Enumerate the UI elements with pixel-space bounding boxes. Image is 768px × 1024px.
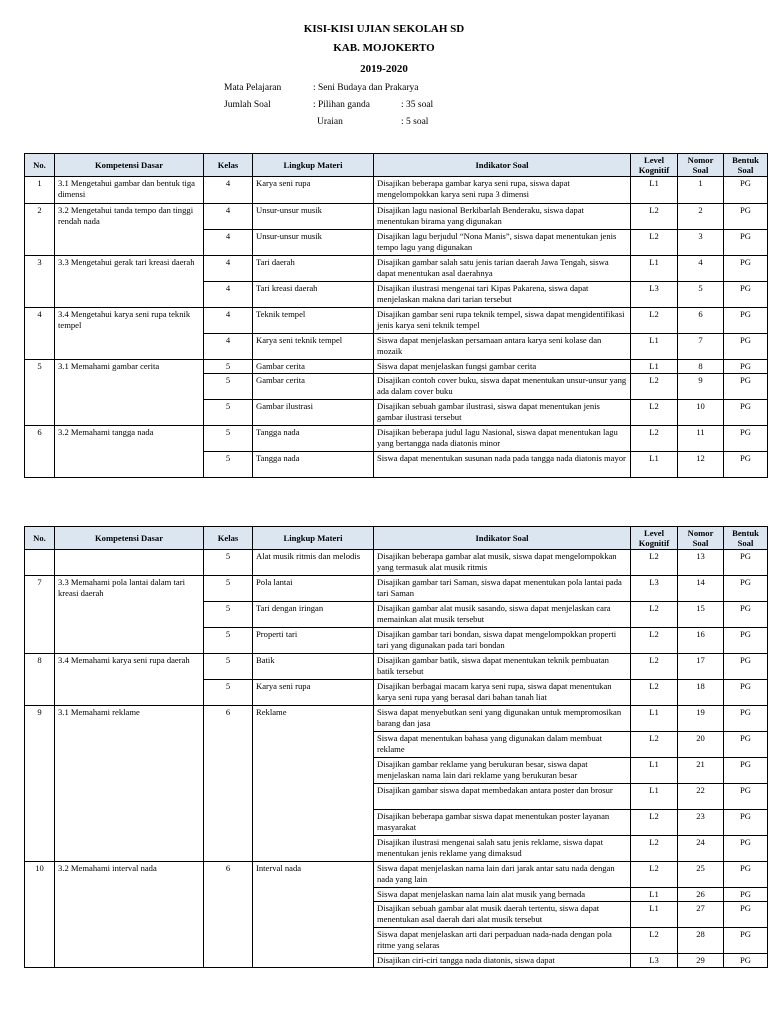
table-header-row bbox=[25, 527, 768, 550]
bentuk-cell: PG bbox=[724, 360, 768, 374]
kelas-cell: 4 bbox=[204, 256, 253, 282]
table-row bbox=[25, 256, 768, 282]
kd-text: 3.1 Memahami gambar cerita bbox=[55, 360, 204, 426]
kd-text: 3.1 Memahami reklame bbox=[55, 706, 204, 862]
bentuk-cell: PG bbox=[724, 576, 768, 602]
materi-cell: Unsur-unsur musik bbox=[253, 204, 374, 230]
bentuk-cell: PG bbox=[724, 602, 768, 628]
nomor-cell: 13 bbox=[678, 550, 724, 576]
level-cell: L2 bbox=[631, 628, 678, 654]
materi-cell: Karya seni teknik tempel bbox=[253, 334, 374, 360]
kd-text: 3.4 Memahami karya seni rupa daerah bbox=[55, 654, 204, 706]
kelas-cell: 4 bbox=[204, 334, 253, 360]
materi-cell: Gambar cerita bbox=[253, 360, 374, 374]
table-row bbox=[25, 177, 768, 204]
indikator-cell: Disajikan lagu nasional Berkibarlah Benderaku, siswa dapat menentukan birama yang digunakan bbox=[374, 204, 631, 230]
nomor-cell: 8 bbox=[678, 360, 724, 374]
kd-number: 2 bbox=[25, 204, 55, 256]
kelas-cell: 5 bbox=[204, 550, 253, 576]
kd-text: 3.3 Memahami pola lantai dalam tari kreasi daerah bbox=[55, 576, 204, 654]
indikator-cell: Disajikan sebuah gambar ilustrasi, siswa dapat menentukan jenis gambar ilustrasi tersebut bbox=[374, 400, 631, 426]
level-cell: L2 bbox=[631, 426, 678, 452]
col-header-level: Level Kognitif bbox=[631, 154, 678, 177]
level-cell: L1 bbox=[631, 452, 678, 478]
kelas-cell: 4 bbox=[204, 230, 253, 256]
indikator-cell: Siswa dapat menentukan susunan nada pada tangga nada diatonis mayor bbox=[374, 452, 631, 478]
indikator-cell: Disajikan sebuah gambar alat musik daerah tertentu, siswa dapat menentukan asal daerah dari alat musik tersebut bbox=[374, 902, 631, 928]
nomor-cell: 28 bbox=[678, 928, 724, 954]
nomor-cell: 21 bbox=[678, 758, 724, 784]
nomor-cell: 15 bbox=[678, 602, 724, 628]
level-cell: L2 bbox=[631, 400, 678, 426]
kelas-cell: 5 bbox=[204, 680, 253, 706]
col-header-indikator: Indikator Soal bbox=[374, 527, 631, 550]
indikator-cell: Siswa dapat menjelaskan fungsi gambar cerita bbox=[374, 360, 631, 374]
col-header-kelas: Kelas bbox=[204, 154, 253, 177]
materi-cell: Tangga nada bbox=[253, 452, 374, 478]
bentuk-cell: PG bbox=[724, 374, 768, 400]
pilihan-ganda-value: : 35 soal bbox=[401, 100, 434, 110]
kd-text: 3.3 Mengetahui gerak tari kreasi daerah bbox=[55, 256, 204, 308]
materi-cell: Teknik tempel bbox=[253, 308, 374, 334]
bentuk-cell: PG bbox=[724, 888, 768, 902]
col-header-nomor: Nomor Soal bbox=[678, 154, 724, 177]
bentuk-cell: PG bbox=[724, 928, 768, 954]
indikator-cell: Siswa dapat menjelaskan arti dari perpaduan nada-nada dengan pola ritme yang selaras bbox=[374, 928, 631, 954]
bentuk-cell: PG bbox=[724, 706, 768, 732]
kelas-cell: 5 bbox=[204, 576, 253, 602]
table-row bbox=[25, 204, 768, 230]
bentuk-cell: PG bbox=[724, 758, 768, 784]
indikator-cell: Siswa dapat menentukan bahasa yang digunakan dalam membuat reklame bbox=[374, 732, 631, 758]
col-header-kelas: Kelas bbox=[204, 527, 253, 550]
bentuk-cell: PG bbox=[724, 628, 768, 654]
kd-number: 8 bbox=[25, 654, 55, 706]
materi-cell: Tari kreasi daerah bbox=[253, 282, 374, 308]
level-cell: L2 bbox=[631, 836, 678, 862]
kelas-cell: 5 bbox=[204, 374, 253, 400]
doc-title: KISI-KISI UJIAN SEKOLAH SD bbox=[303, 23, 465, 35]
kelas-cell: 5 bbox=[204, 654, 253, 680]
indikator-cell: Disajikan ilustrasi mengenai tari Kipas Pakarena, siswa dapat menjelaskan makna dari tarian tersebut bbox=[374, 282, 631, 308]
indikator-cell: Disajikan gambar tari bondan, siswa dapat mengelompokkan properti tari yang digunakan pada tari bondan bbox=[374, 628, 631, 654]
nomor-cell: 10 bbox=[678, 400, 724, 426]
nomor-cell: 23 bbox=[678, 810, 724, 836]
level-cell: L2 bbox=[631, 732, 678, 758]
level-cell: L3 bbox=[631, 954, 678, 968]
bentuk-cell: PG bbox=[724, 954, 768, 968]
kd-number: 5 bbox=[25, 360, 55, 426]
indikator-cell: Disajikan beberapa judul lagu Nasional, siswa dapat menentukan lagu yang bertangga nada diatonis minor bbox=[374, 426, 631, 452]
nomor-cell: 17 bbox=[678, 654, 724, 680]
indikator-cell: Disajikan beberapa gambar siswa dapat menentukan poster layanan masyarakat bbox=[374, 810, 631, 836]
kelas-cell: 4 bbox=[204, 282, 253, 308]
bentuk-cell: PG bbox=[724, 400, 768, 426]
level-cell: L3 bbox=[631, 282, 678, 308]
indikator-cell: Siswa dapat menjelaskan persamaan antara karya seni kolase dan mozaik bbox=[374, 334, 631, 360]
kd-number: 4 bbox=[25, 308, 55, 360]
col-header-kompetensi: Kompetensi Dasar bbox=[55, 154, 204, 177]
indikator-cell: Siswa dapat menjelaskan nama lain alat musik yang bernada bbox=[374, 888, 631, 902]
nomor-cell: 5 bbox=[678, 282, 724, 308]
table-row bbox=[25, 550, 768, 576]
col-header-level: Level Kognitif bbox=[631, 527, 678, 550]
indikator-cell: Disajikan berbagai macam karya seni rupa, siswa dapat menentukan karya seni rupa yang berasal dari bahan tanah liat bbox=[374, 680, 631, 706]
nomor-cell: 4 bbox=[678, 256, 724, 282]
col-header-indikator: Indikator Soal bbox=[374, 154, 631, 177]
level-cell: L1 bbox=[631, 902, 678, 928]
bentuk-cell: PG bbox=[724, 256, 768, 282]
nomor-cell: 9 bbox=[678, 374, 724, 400]
indikator-cell: Disajikan beberapa gambar alat musik, siswa dapat mengelompokkan yang termasuk alat musik ritmis bbox=[374, 550, 631, 576]
level-cell: L2 bbox=[631, 680, 678, 706]
kelas-cell: 4 bbox=[204, 204, 253, 230]
materi-cell: Batik bbox=[253, 654, 374, 680]
kelas-cell: 5 bbox=[204, 400, 253, 426]
bentuk-cell: PG bbox=[724, 810, 768, 836]
level-cell: L2 bbox=[631, 602, 678, 628]
jumlah-soal-label: Jumlah Soal bbox=[224, 100, 271, 110]
nomor-cell: 6 bbox=[678, 308, 724, 334]
kd-number: 10 bbox=[25, 862, 55, 968]
level-cell: L3 bbox=[631, 576, 678, 602]
nomor-cell: 29 bbox=[678, 954, 724, 968]
indikator-cell: Disajikan gambar seni rupa teknik tempel, siswa dapat mengidentifikasi jenis karya seni teknik tempel bbox=[374, 308, 631, 334]
pilihan-ganda-label: : Pilihan ganda bbox=[313, 100, 370, 110]
col-header-no: No. bbox=[25, 527, 55, 550]
level-cell: L1 bbox=[631, 706, 678, 732]
nomor-cell: 27 bbox=[678, 902, 724, 928]
table-row bbox=[25, 862, 768, 888]
level-cell: L2 bbox=[631, 204, 678, 230]
materi-cell: Unsur-unsur musik bbox=[253, 230, 374, 256]
nomor-cell: 7 bbox=[678, 334, 724, 360]
nomor-cell: 12 bbox=[678, 452, 724, 478]
level-cell: L1 bbox=[631, 256, 678, 282]
kd-text bbox=[55, 550, 204, 576]
bentuk-cell: PG bbox=[724, 862, 768, 888]
uraian-value: : 5 soal bbox=[401, 117, 429, 127]
nomor-cell: 25 bbox=[678, 862, 724, 888]
indikator-cell: Disajikan beberapa gambar karya seni rupa, siswa dapat mengelompokkan karya seni rupa 3 dimensi bbox=[374, 177, 631, 204]
bentuk-cell: PG bbox=[724, 204, 768, 230]
bentuk-cell: PG bbox=[724, 902, 768, 928]
col-header-bentuk: Bentuk Soal bbox=[724, 154, 768, 177]
materi-cell: Gambar cerita bbox=[253, 374, 374, 400]
materi-cell: Pola lantai bbox=[253, 576, 374, 602]
nomor-cell: 1 bbox=[678, 177, 724, 204]
table-row bbox=[25, 308, 768, 334]
indikator-cell: Disajikan gambar tari Saman, siswa dapat menentukan pola lantai pada tari Saman bbox=[374, 576, 631, 602]
kelas-cell: 5 bbox=[204, 602, 253, 628]
bentuk-cell: PG bbox=[724, 426, 768, 452]
materi-cell: Gambar ilustrasi bbox=[253, 400, 374, 426]
bentuk-cell: PG bbox=[724, 836, 768, 862]
kelas-cell: 5 bbox=[204, 452, 253, 478]
level-cell: L2 bbox=[631, 654, 678, 680]
col-header-bentuk: Bentuk Soal bbox=[724, 527, 768, 550]
indikator-cell: Disajikan contoh cover buku, siswa dapat menentukan unsur-unsur yang ada dalam cover buku bbox=[374, 374, 631, 400]
level-cell: L1 bbox=[631, 360, 678, 374]
indikator-cell: Disajikan gambar salah satu jenis tarian daerah Jawa Tengah, siswa dapat menentukan asal daerahnya bbox=[374, 256, 631, 282]
level-cell: L1 bbox=[631, 784, 678, 810]
table-row bbox=[25, 576, 768, 602]
kelas-cell: 4 bbox=[204, 177, 253, 204]
materi-cell: Tari daerah bbox=[253, 256, 374, 282]
level-cell: L1 bbox=[631, 758, 678, 784]
bentuk-cell: PG bbox=[724, 550, 768, 576]
kd-text: 3.1 Mengetahui gambar dan bentuk tiga dimensi bbox=[55, 177, 204, 204]
bentuk-cell: PG bbox=[724, 334, 768, 360]
nomor-cell: 14 bbox=[678, 576, 724, 602]
indikator-cell: Disajikan gambar batik, siswa dapat menentukan teknik pembuatan batik tersebut bbox=[374, 654, 631, 680]
nomor-cell: 20 bbox=[678, 732, 724, 758]
level-cell: L1 bbox=[631, 177, 678, 204]
nomor-cell: 24 bbox=[678, 836, 724, 862]
doc-subtitle-region: KAB. MOJOKERTO bbox=[333, 42, 435, 54]
bentuk-cell: PG bbox=[724, 282, 768, 308]
table-row bbox=[25, 360, 768, 374]
level-cell: L2 bbox=[631, 230, 678, 256]
kelas-cell: 4 bbox=[204, 308, 253, 334]
bentuk-cell: PG bbox=[724, 230, 768, 256]
table-header-row bbox=[25, 154, 768, 177]
materi-cell: Karya seni rupa bbox=[253, 177, 374, 204]
kelas-cell: 6 bbox=[204, 706, 253, 862]
mapel-label: Mata Pelajaran bbox=[224, 83, 282, 93]
kd-number bbox=[25, 550, 55, 576]
nomor-cell: 19 bbox=[678, 706, 724, 732]
indikator-cell: Siswa dapat menjelaskan nama lain dari jarak antar satu nada dengan nada yang lain bbox=[374, 862, 631, 888]
level-cell: L2 bbox=[631, 862, 678, 888]
kelas-cell: 5 bbox=[204, 628, 253, 654]
bentuk-cell: PG bbox=[724, 177, 768, 204]
nomor-cell: 2 bbox=[678, 204, 724, 230]
kisi-table-2 bbox=[24, 526, 768, 968]
table-row bbox=[25, 426, 768, 452]
kd-number: 3 bbox=[25, 256, 55, 308]
nomor-cell: 18 bbox=[678, 680, 724, 706]
nomor-cell: 11 bbox=[678, 426, 724, 452]
bentuk-cell: PG bbox=[724, 680, 768, 706]
level-cell: L2 bbox=[631, 374, 678, 400]
col-header-no: No. bbox=[25, 154, 55, 177]
level-cell: L2 bbox=[631, 550, 678, 576]
kd-number: 7 bbox=[25, 576, 55, 654]
level-cell: L1 bbox=[631, 888, 678, 902]
bentuk-cell: PG bbox=[724, 784, 768, 810]
col-header-lingkup: Lingkup Materi bbox=[253, 154, 374, 177]
indikator-cell: Siswa dapat menyebutkan seni yang digunakan untuk mempromosikan barang dan jasa bbox=[374, 706, 631, 732]
uraian-label: Uraian bbox=[317, 117, 343, 127]
materi-cell: Alat musik ritmis dan melodis bbox=[253, 550, 374, 576]
kd-text: 3.2 Mengetahui tanda tempo dan tinggi rendah nada bbox=[55, 204, 204, 256]
indikator-cell: Disajikan ilustrasi mengenai salah satu jenis reklame, siswa dapat menentukan jenis reklame yang dimaksud bbox=[374, 836, 631, 862]
bentuk-cell: PG bbox=[724, 452, 768, 478]
mapel-value: : Seni Budaya dan Prakarya bbox=[313, 83, 419, 93]
level-cell: L2 bbox=[631, 308, 678, 334]
materi-cell: Karya seni rupa bbox=[253, 680, 374, 706]
indikator-cell: Disajikan ciri-ciri tangga nada diatonis, siswa dapat bbox=[374, 954, 631, 968]
nomor-cell: 22 bbox=[678, 784, 724, 810]
indikator-cell: Disajikan gambar reklame yang berukuran besar, siswa dapat menjelaskan nama lain dari reklame yang berukuran besar bbox=[374, 758, 631, 784]
col-header-nomor: Nomor Soal bbox=[678, 527, 724, 550]
nomor-cell: 16 bbox=[678, 628, 724, 654]
bentuk-cell: PG bbox=[724, 732, 768, 758]
col-header-lingkup: Lingkup Materi bbox=[253, 527, 374, 550]
materi-cell: Properti tari bbox=[253, 628, 374, 654]
table-row bbox=[25, 654, 768, 680]
nomor-cell: 26 bbox=[678, 888, 724, 902]
level-cell: L2 bbox=[631, 928, 678, 954]
doc-year: 2019-2020 bbox=[360, 63, 408, 75]
level-cell: L2 bbox=[631, 810, 678, 836]
kelas-cell: 5 bbox=[204, 360, 253, 374]
materi-cell: Tangga nada bbox=[253, 426, 374, 452]
bentuk-cell: PG bbox=[724, 654, 768, 680]
table-row bbox=[25, 706, 768, 732]
kd-number: 1 bbox=[25, 177, 55, 204]
indikator-cell: Disajikan lagu berjudul “Nona Manis”, siswa dapat menentukan jenis tempo lagu yang digunakan bbox=[374, 230, 631, 256]
bentuk-cell: PG bbox=[724, 308, 768, 334]
materi-cell: Reklame bbox=[253, 706, 374, 862]
kd-text: 3.2 Memahami interval nada bbox=[55, 862, 204, 968]
materi-cell: Interval nada bbox=[253, 862, 374, 968]
kd-number: 6 bbox=[25, 426, 55, 478]
materi-cell: Tari dengan iringan bbox=[253, 602, 374, 628]
kd-number: 9 bbox=[25, 706, 55, 862]
kelas-cell: 6 bbox=[204, 862, 253, 968]
col-header-kompetensi: Kompetensi Dasar bbox=[55, 527, 204, 550]
level-cell: L1 bbox=[631, 334, 678, 360]
kelas-cell: 5 bbox=[204, 426, 253, 452]
indikator-cell: Disajikan gambar alat musik sasando, siswa dapat menjelaskan cara memainkan alat musik tersebut bbox=[374, 602, 631, 628]
kisi-table-1 bbox=[24, 153, 768, 478]
kd-text: 3.4 Mengetahui karya seni rupa teknik tempel bbox=[55, 308, 204, 360]
kd-text: 3.2 Memahami tangga nada bbox=[55, 426, 204, 478]
nomor-cell: 3 bbox=[678, 230, 724, 256]
indikator-cell: Disajikan gambar siswa dapat membedakan antara poster dan brosur bbox=[374, 784, 631, 810]
